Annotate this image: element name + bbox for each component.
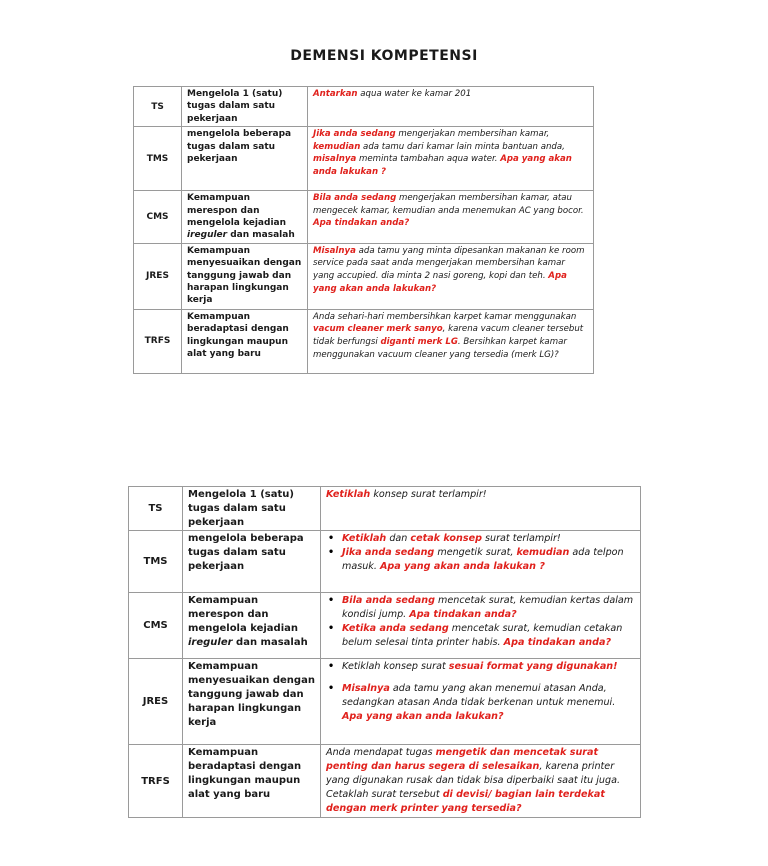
body-text: dan <box>386 533 411 545</box>
body-text: ada tamu yang akan menemui atasan Anda, sedangkan atasan Anda tidak berkenan untuk menemui. <box>342 683 616 709</box>
body-text: Cetaklah surat tersebut <box>326 789 443 801</box>
competency-code: TRFS <box>129 745 183 818</box>
competency-description <box>183 593 321 659</box>
table-row <box>134 127 594 191</box>
page-title: DEMENSI KOMPETENSI <box>290 48 478 64</box>
body-text: mengelola beberapa tugas dalam satu pekerjaan <box>187 129 292 165</box>
competency-example <box>321 593 641 659</box>
highlight-text: Apa yang akan anda lakukan ? <box>379 561 545 573</box>
example-paragraph <box>326 488 635 502</box>
highlight-text: Apa tindakan anda? <box>409 609 517 621</box>
list-item <box>342 682 635 724</box>
body-text: mengelola beberapa tugas dalam satu pekerjaan <box>188 533 304 572</box>
competency-example <box>308 87 594 127</box>
competency-description <box>183 745 321 818</box>
highlight-text: Ketiklah <box>342 533 387 545</box>
competency-code: CMS <box>134 191 182 244</box>
body-text: meminta tambahan aqua water. <box>356 154 501 165</box>
body-text: . Bersihkan karpet kamar menggunakan vacuum cleaner yang tersedia (merk LG)? <box>313 337 567 360</box>
competency-description <box>182 243 308 309</box>
example-paragraph <box>326 746 635 788</box>
highlight-text: vacum cleaner merk sanyo <box>313 324 443 335</box>
body-text: dan masalah <box>232 636 308 648</box>
highlight-text: Apa yang akan anda lakukan? <box>313 271 567 294</box>
highlight-text: Jika anda sedang <box>342 547 435 559</box>
body-text: Kemampuan merespon dan mengelola kejadian <box>187 193 287 229</box>
body-text: Kemampuan menyesuaikan dengan tanggung jawab dan harapan lingkungan kerja <box>187 245 302 306</box>
competency-example <box>321 487 641 531</box>
competency-description <box>183 487 321 531</box>
table-row <box>134 87 594 127</box>
highlight-text: Ketika anda sedang <box>342 623 449 635</box>
competency-example <box>308 127 594 191</box>
body-text: konsep surat terlampir! <box>370 489 487 500</box>
body-text: Kemampuan beradaptasi dengan lingkungan maupun alat yang baru <box>188 747 302 800</box>
body-text: mencetak surat, kemudian cetakan belum selesai tinta printer habis. <box>342 623 623 649</box>
body-text: ada telpon masuk. <box>342 547 624 573</box>
competency-code: TMS <box>129 531 183 593</box>
competency-code: TMS <box>134 127 182 191</box>
competency-description <box>182 309 308 373</box>
table-row <box>129 593 641 659</box>
body-text: Anda sehari-hari membersihkan karpet kamar menggunakan <box>313 311 577 322</box>
table-row <box>129 659 641 745</box>
highlight-text: diganti merk LG <box>380 337 458 348</box>
competency-description <box>182 87 308 127</box>
competency-description <box>182 127 308 191</box>
competency-example <box>308 191 594 244</box>
body-text: , karena vacum cleaner tersebut tidak berfungsi <box>313 324 584 348</box>
table-row <box>129 745 641 818</box>
highlight-text: sesuai format yang digunakan! <box>448 661 618 673</box>
body-text: , karena printer yang digunakan rusak dan tidak bisa diperbaiki saat itu juga. <box>326 761 621 787</box>
body-text: ireguler <box>187 230 228 241</box>
body-text: mengerjakan membersihan kamar, <box>395 129 550 140</box>
competency-table-room-service <box>133 86 594 374</box>
highlight-text: kemudian <box>313 141 361 152</box>
body-text: Kemampuan beradaptasi dengan lingkungan maupun alat yang baru <box>187 311 289 360</box>
body-text: Mengelola 1 (satu) tugas dalam satu pekerjaan <box>188 489 294 528</box>
competency-description <box>183 531 321 593</box>
highlight-text: Apa tindakan anda? <box>503 637 612 649</box>
list-item <box>342 546 635 574</box>
list-item <box>342 594 635 622</box>
body-text: mengerjakan membersihan kamar, atau mengecek kamar, kemudian anda menemukan AC yang bocor. <box>313 193 584 216</box>
list-item <box>342 622 635 650</box>
competency-example <box>321 531 641 593</box>
competency-example <box>321 745 641 818</box>
highlight-text: di devisi/ bagian lain terdekat dengan merk printer yang tersedia? <box>326 789 605 815</box>
competency-code: JRES <box>129 659 183 745</box>
highlight-text: Ketiklah <box>326 489 371 500</box>
body-text: surat terlampir! <box>481 533 561 545</box>
body-text: Kemampuan menyesuaikan dengan tanggung jawab dan harapan lingkungan kerja <box>188 661 315 728</box>
example-list <box>326 532 635 574</box>
highlight-text: cetak konsep <box>410 533 482 545</box>
competency-code: TS <box>134 87 182 127</box>
table-row <box>129 487 641 531</box>
highlight-text: Apa yang akan anda lakukan? <box>342 711 504 723</box>
example-paragraph <box>326 788 635 816</box>
body-text: ada tamu dari kamar lain minta bantuan anda, <box>360 141 565 152</box>
highlight-text: Bila anda sedang <box>313 193 397 204</box>
body-text: mencetak surat, kemudian kertas dalam kondisi jump. <box>342 595 634 621</box>
body-text: ada tamu yang minta dipesankan makanan ke room service pada saat anda mengerjakan membersihan kamar yang accupied. dia minta 2 nasi goreng, kopi dan teh. <box>313 245 585 282</box>
body-text: ireguler <box>188 636 233 648</box>
competency-code: TRFS <box>134 309 182 373</box>
highlight-text: Apa tindakan anda? <box>313 218 410 229</box>
highlight-text: mengetik dan mencetak surat penting dan harus segera di selesaikan <box>326 747 599 773</box>
highlight-text: Apa yang akan anda lakukan ? <box>313 154 572 177</box>
highlight-text: Bila anda sedang <box>342 595 435 607</box>
highlight-text: Misalnya <box>313 245 356 256</box>
table-row <box>134 309 594 373</box>
body-text: aqua water ke kamar 201 <box>357 89 472 99</box>
competency-example <box>308 243 594 309</box>
highlight-text: kemudian <box>516 547 570 559</box>
competency-description <box>182 191 308 244</box>
highlight-text: Antarkan <box>313 89 358 99</box>
list-item <box>342 532 635 546</box>
body-text: Mengelola 1 (satu) tugas dalam satu pekerjaan <box>187 89 283 124</box>
table-row <box>134 243 594 309</box>
competency-table-office <box>128 486 641 818</box>
example-list <box>326 660 635 724</box>
body-text: Kemampuan merespon dan mengelola kejadian <box>188 595 299 634</box>
highlight-text: Jika anda sedang <box>313 129 396 140</box>
example-list <box>326 594 635 650</box>
body-text: Anda mendapat tugas <box>326 747 436 759</box>
competency-code: TS <box>129 487 183 531</box>
body-text: mengetik surat, <box>434 547 517 559</box>
table-row <box>129 531 641 593</box>
competency-example <box>321 659 641 745</box>
competency-description <box>183 659 321 745</box>
list-item <box>342 660 635 674</box>
competency-code: JRES <box>134 243 182 309</box>
competency-example <box>308 309 594 373</box>
table-row <box>134 191 594 244</box>
body-text: Ketiklah konsep surat <box>342 661 449 673</box>
body-text: dan masalah <box>227 230 295 241</box>
highlight-text: Misalnya <box>342 683 390 695</box>
competency-code: CMS <box>129 593 183 659</box>
highlight-text: misalnya <box>313 154 357 165</box>
